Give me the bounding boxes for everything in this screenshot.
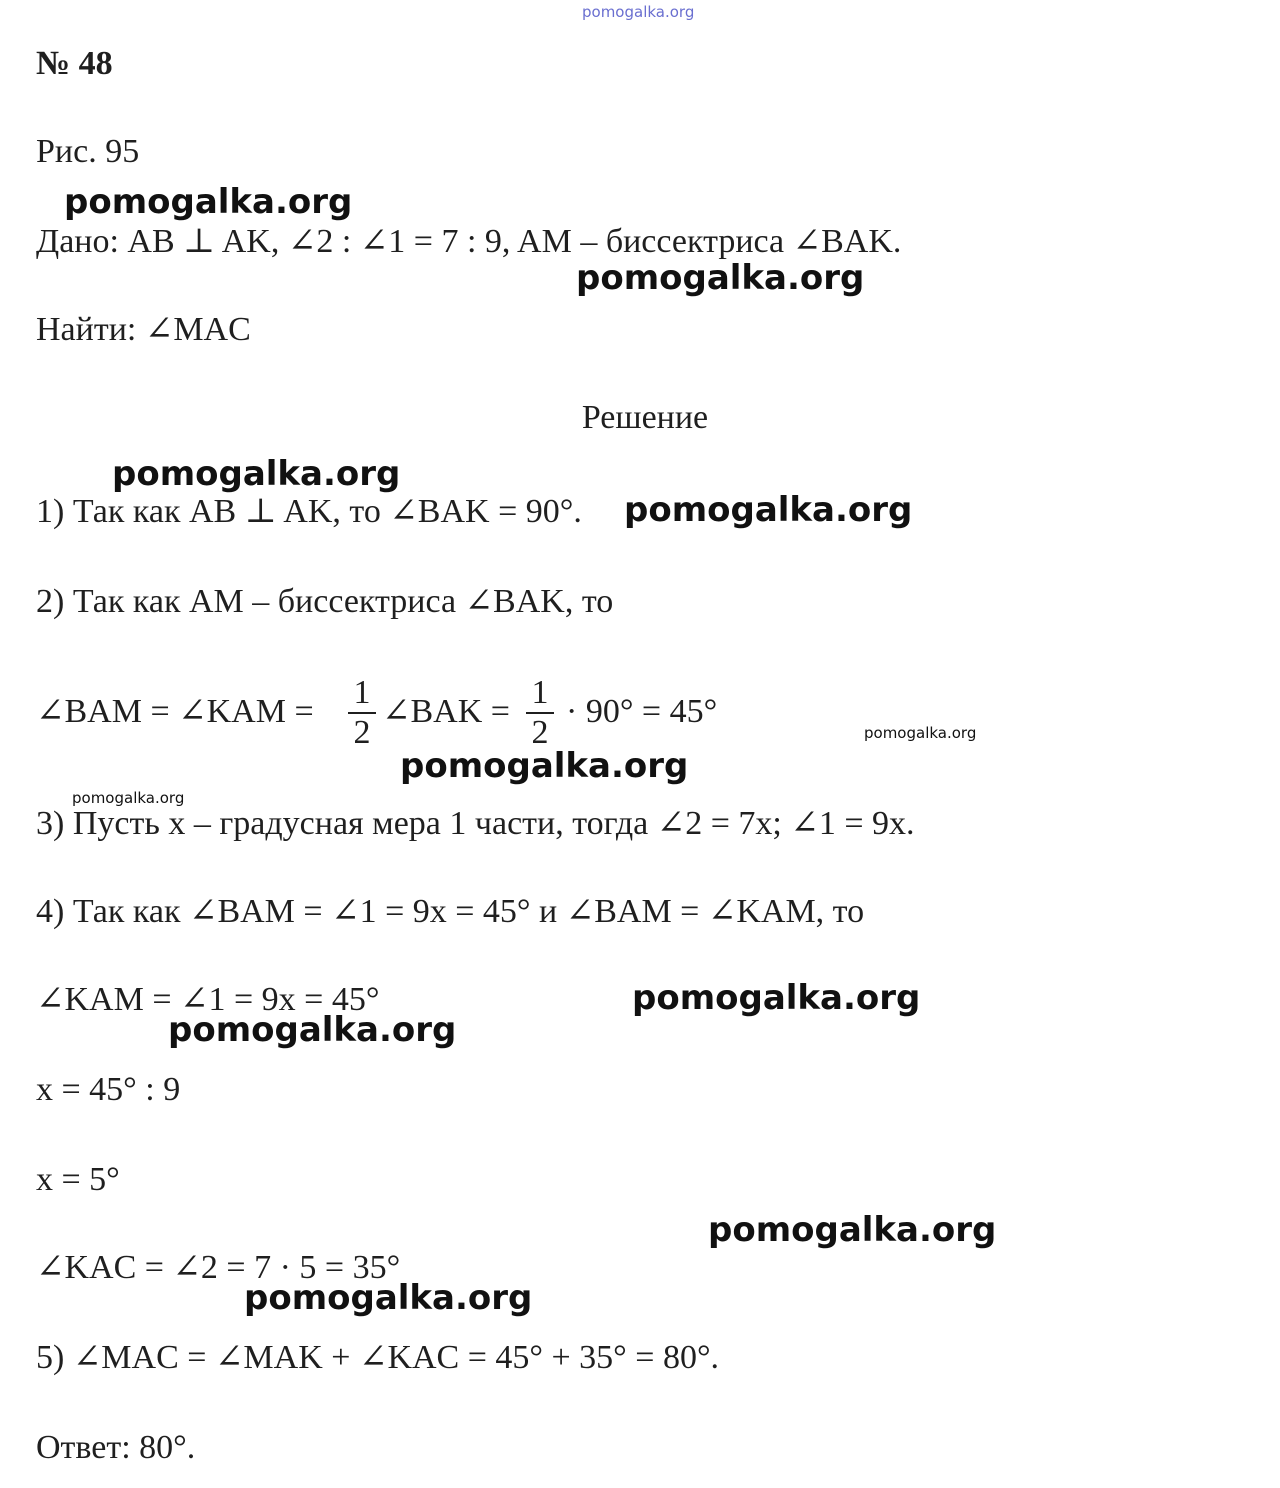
fraction-one-half (526, 676, 554, 750)
formula-middle: ∠BAK = (382, 693, 510, 730)
watermark: pomogalka.org (624, 490, 913, 530)
watermark: pomogalka.org (72, 789, 185, 807)
solution-heading: Решение (581, 399, 709, 436)
fraction-denominator: 2 (531, 714, 549, 751)
watermark: pomogalka.org (400, 746, 689, 786)
problem-number: № 48 (36, 45, 113, 82)
watermark: pomogalka.org (708, 1210, 997, 1250)
step-4: 4) Так как ∠BAM = ∠1 = 9x = 45° и ∠BAM = ∠KAM, то (36, 893, 865, 930)
step-3: 3) Пусть x – градусная мера 1 части, тогда ∠2 = 7x; ∠1 = 9x. (36, 805, 915, 842)
step-4-equation: x = 5° (36, 1161, 120, 1198)
fraction-numerator: 1 (353, 674, 371, 711)
watermark: pomogalka.org (576, 258, 865, 298)
watermark: pomogalka.org (112, 454, 401, 494)
fraction-one-half (348, 676, 376, 750)
step-1: 1) Так как AB ⊥ AK, то ∠BAK = 90°. (36, 493, 582, 530)
find-statement: Найти: ∠MAC (36, 311, 251, 348)
step-5: 5) ∠MAC = ∠MAK + ∠KAC = 45° + 35° = 80°. (36, 1339, 720, 1376)
fraction-denominator: 2 (353, 714, 371, 751)
watermark: pomogalka.org (168, 1010, 457, 1050)
step-4-equation: x = 45° : 9 (36, 1071, 181, 1108)
watermark: pomogalka.org (244, 1278, 533, 1318)
step-4-equation: ∠KAM = ∠1 = 9x = 45° (36, 981, 380, 1018)
step-4-equation: ∠KAC = ∠2 = 7 · 5 = 35° (36, 1249, 401, 1286)
watermark: pomogalka.org (64, 182, 353, 222)
step-2: 2) Так как AM – биссектриса ∠BAK, то (36, 583, 614, 620)
answer: Ответ: 80°. (36, 1429, 196, 1466)
given-statement: Дано: AB ⊥ AK, ∠2 : ∠1 = 7 : 9, AM – биссектриса ∠BAK. (36, 223, 902, 260)
formula-left: ∠BAM = ∠KAM = (36, 693, 314, 730)
watermark-top: pomogalka.org (582, 3, 695, 21)
formula-right: · 90° = 45° (566, 693, 718, 730)
figure-reference: Рис. 95 (36, 133, 140, 170)
watermark: pomogalka.org (632, 978, 921, 1018)
fraction-numerator: 1 (531, 674, 549, 711)
watermark: pomogalka.org (864, 724, 977, 742)
